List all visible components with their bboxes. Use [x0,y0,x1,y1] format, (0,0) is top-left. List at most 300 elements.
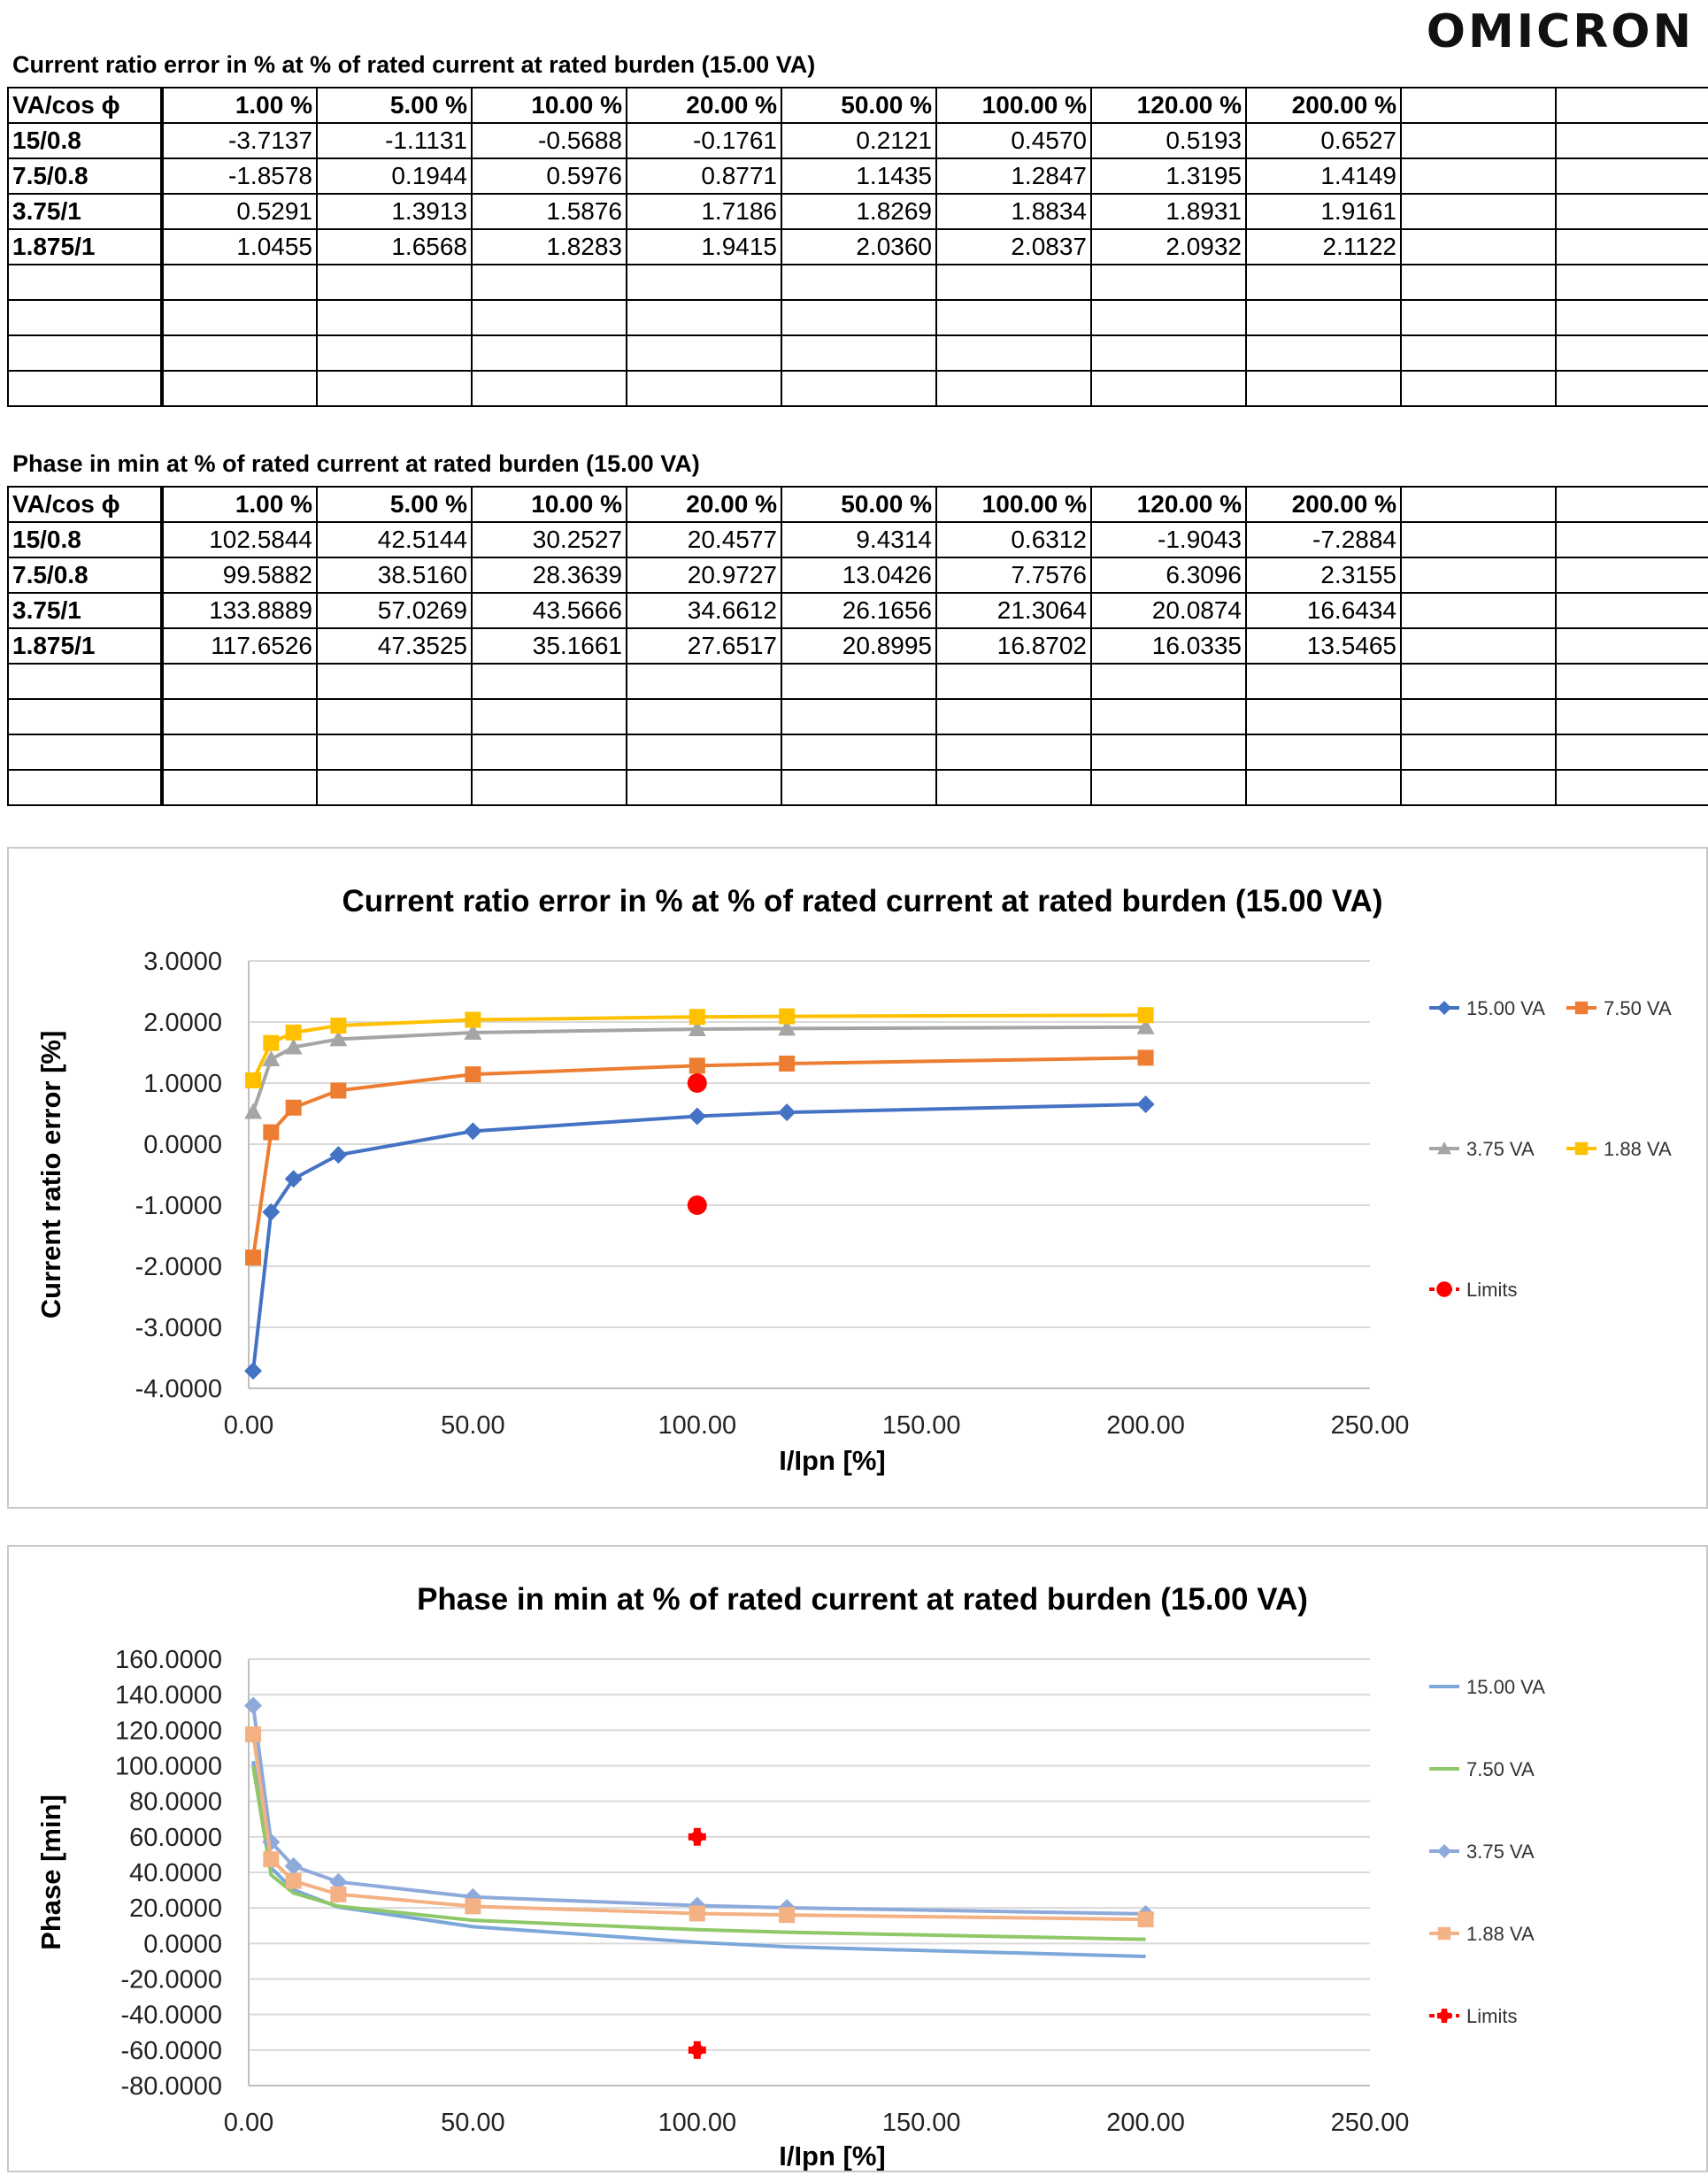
phase-chart [7,1545,1708,2172]
table-cell [472,699,627,734]
data-point [465,1066,481,1082]
data-point [244,1362,262,1380]
phase-chart-svg [9,1547,1706,2171]
ratio-error-table-title: Current ratio error in % at % of rated current at rated burden (15.00 VA) [12,51,816,78]
row-label [8,699,162,734]
data-point [689,1107,706,1125]
table-cell [162,770,317,805]
table-cell [317,699,472,734]
legend-label: 3.75 VA [1466,1841,1535,1863]
row-label [8,265,162,300]
y-tick-label: -40.0000 [120,2001,222,2030]
table-cell [317,664,472,699]
data-point [689,2041,706,2059]
legend-item [1566,997,1672,1019]
legend-label: 7.50 VA [1466,1758,1535,1780]
data-point [779,1056,795,1072]
table-cell [781,265,936,300]
data-point [464,1122,481,1140]
table-row [8,664,1708,699]
table-cell: 2.1122 [1246,229,1401,265]
column-header: 100.00 % [936,487,1091,522]
data-point [465,1012,481,1028]
x-tick-label: 150.00 [881,1411,961,1440]
table-cell [936,371,1091,406]
legend-label: 7.50 VA [1604,997,1672,1019]
table-cell: 7.7576 [936,557,1091,593]
empty-cell [1556,88,1708,123]
data-point [245,1072,261,1088]
table-cell: 6.3096 [1091,557,1246,593]
table-cell [472,770,627,805]
legend-label: Limits [1466,1279,1518,1301]
table-cell: 0.4570 [936,123,1091,158]
table-cell [317,300,472,335]
row-label [8,664,162,699]
legend-marker [1436,1281,1452,1297]
data-point [1138,1911,1154,1927]
table-cell: 1.1435 [781,158,936,194]
table-cell [162,664,317,699]
empty-cell [1556,300,1708,335]
table-cell: 1.8269 [781,194,936,229]
row-label: 3.75/1 [8,593,162,628]
table-cell: 20.9727 [627,557,781,593]
table-cell [472,265,627,300]
data-point [263,1035,279,1051]
table-row [8,557,1708,593]
data-point [465,1898,481,1914]
table-cell [1401,628,1556,664]
data-point [286,1873,302,1889]
table-cell [627,300,781,335]
row-label: 15/0.8 [8,123,162,158]
table-cell [1091,664,1246,699]
x-tick-label: 0.00 [223,1411,274,1440]
legend-label: Limits [1466,2005,1518,2027]
data-point [330,1082,346,1098]
y-tick-label: 0.0000 [143,1930,222,1959]
chart-title: Current ratio error in % at % of rated current at rated burden (15.00 VA) [342,884,1383,918]
table-cell: 102.5844 [162,522,317,557]
table-cell [936,699,1091,734]
row-label [8,300,162,335]
table-cell: 1.2847 [936,158,1091,194]
table-cell [627,664,781,699]
x-tick-label: 0.00 [223,2109,274,2137]
table-row [8,593,1708,628]
table-cell [1401,229,1556,265]
table-cell [1401,335,1556,371]
column-header: 1.00 % [162,487,317,522]
data-point [244,1103,262,1118]
column-header: 50.00 % [781,487,936,522]
y-tick-label: -2.0000 [135,1253,222,1281]
y-tick-label: -80.0000 [120,2072,222,2101]
row-label [8,371,162,406]
y-tick-label: 100.0000 [115,1752,222,1781]
table-cell: 133.8889 [162,593,317,628]
x-axis-title: I/Ipn [%] [779,1445,886,1476]
column-header: 5.00 % [317,487,472,522]
table-cell [627,371,781,406]
table-cell [1091,734,1246,770]
table-cell: 0.6527 [1246,123,1401,158]
table-cell [627,335,781,371]
table-cell [472,664,627,699]
table-cell: 0.6312 [936,522,1091,557]
legend-item [1429,1279,1517,1301]
y-axis-title: Phase [min] [35,1795,66,1950]
table-cell [1401,123,1556,158]
table-cell: 28.3639 [472,557,627,593]
table-row [8,628,1708,664]
table-cell [627,699,781,734]
table-cell: 0.5193 [1091,123,1246,158]
table-cell: 2.0360 [781,229,936,265]
y-tick-label: 120.0000 [115,1717,222,1746]
column-header: 5.00 % [317,88,472,123]
data-point [330,1018,346,1034]
omicron-logo: OMICRON [1426,5,1694,58]
column-header: 10.00 % [472,487,627,522]
empty-cell [1556,770,1708,805]
empty-cell [1556,699,1708,734]
legend-item [1429,997,1545,1019]
table-cell [317,371,472,406]
table-cell [1401,593,1556,628]
data-point [688,1195,707,1215]
table-cell [1246,371,1401,406]
row-label [8,335,162,371]
x-tick-label: 200.00 [1106,1411,1185,1440]
column-header: 200.00 % [1246,487,1401,522]
y-axis-title: Current ratio error [%] [35,1030,66,1319]
table-cell: 1.6568 [317,229,472,265]
legend-label: 3.75 VA [1466,1138,1535,1160]
table-cell [1246,335,1401,371]
data-point [689,1828,706,1846]
table-cell: 26.1656 [781,593,936,628]
table-cell: 20.0874 [1091,593,1246,628]
table-row [8,194,1708,229]
legend-label: 15.00 VA [1466,997,1545,1019]
table-cell: 0.2121 [781,123,936,158]
table-row [8,699,1708,734]
empty-cell [1556,593,1708,628]
table-cell [162,371,317,406]
table-cell [1401,664,1556,699]
table-cell: 0.1944 [317,158,472,194]
table-cell [1401,557,1556,593]
chart-title: Phase in min at % of rated current at rated burden (15.00 VA) [417,1582,1308,1617]
table-cell [627,265,781,300]
row-label: 1.875/1 [8,628,162,664]
column-header: 10.00 % [472,88,627,123]
table-cell [1246,770,1401,805]
legend-item [1429,1923,1535,1945]
empty-cell [1556,158,1708,194]
table-cell [1246,664,1401,699]
table-cell [781,699,936,734]
row-label [8,734,162,770]
y-tick-label: 140.0000 [115,1681,222,1710]
series-15-00-va [244,1095,1155,1380]
empty-cell [1556,265,1708,300]
ratio-error-chart [7,847,1708,1509]
table-cell [162,734,317,770]
x-tick-label: 100.00 [658,2109,737,2137]
data-point [778,1103,796,1121]
data-point [245,1726,261,1742]
table-cell [472,371,627,406]
table-cell [317,265,472,300]
x-tick-label: 250.00 [1330,1411,1410,1440]
data-point [329,1146,347,1164]
table-row [8,770,1708,805]
column-header: 120.00 % [1091,487,1246,522]
column-header [1401,487,1556,522]
table-cell: 47.3525 [317,628,472,664]
legend-marker [1575,1002,1588,1014]
table-cell [1401,770,1556,805]
table-cell [1246,300,1401,335]
table-cell [1091,335,1246,371]
table-cell: 2.0837 [936,229,1091,265]
table-cell [1246,699,1401,734]
y-tick-label: -60.0000 [120,2036,222,2065]
table-cell [627,734,781,770]
empty-cell [1556,487,1708,522]
empty-cell [1556,229,1708,265]
table-cell [162,335,317,371]
empty-cell [1556,557,1708,593]
data-point [689,1057,705,1073]
legend-item [1429,1841,1535,1863]
data-point [245,1249,261,1265]
table-cell [317,770,472,805]
table-row [8,229,1708,265]
table-cell [317,734,472,770]
table-cell [1091,265,1246,300]
table-cell: 99.5882 [162,557,317,593]
table-cell [162,699,317,734]
empty-cell [1556,371,1708,406]
table-row [8,265,1708,300]
legend-marker [1575,1142,1588,1155]
table-cell [1091,371,1246,406]
table-cell [1091,300,1246,335]
y-tick-label: 3.0000 [143,948,222,976]
empty-cell [1556,664,1708,699]
legend-marker [1437,1001,1451,1015]
table-cell: 16.6434 [1246,593,1401,628]
table-cell [936,734,1091,770]
y-tick-label: 1.0000 [143,1070,222,1098]
x-axis-title: I/Ipn [%] [779,2140,886,2171]
table-cell [1091,770,1246,805]
column-header: 20.00 % [627,487,781,522]
series-line [253,1705,1146,1913]
table-cell: 117.6526 [162,628,317,664]
series-line [253,1734,1146,1919]
table-cell: 57.0269 [317,593,472,628]
column-header: 20.00 % [627,88,781,123]
x-tick-label: 50.00 [441,1411,505,1440]
table-cell [936,265,1091,300]
y-tick-label: -1.0000 [135,1192,222,1220]
table-row [8,734,1708,770]
table-cell: 16.8702 [936,628,1091,664]
data-point [330,1887,346,1902]
table-cell: 1.5876 [472,194,627,229]
table-cell [1401,300,1556,335]
table-row [8,300,1708,335]
table-row [8,522,1708,557]
table-cell: -7.2884 [1246,522,1401,557]
table-cell: 13.5465 [1246,628,1401,664]
table-cell [1401,734,1556,770]
empty-cell [1556,734,1708,770]
table-cell [781,770,936,805]
table-cell [1401,371,1556,406]
column-header-label: VA/cos ϕ [8,88,162,123]
legend-marker [1438,1927,1450,1940]
x-tick-label: 100.00 [658,1411,737,1440]
phase-table-title: Phase in min at % of rated current at rated burden (15.00 VA) [12,450,700,477]
y-tick-label: 80.0000 [129,1787,222,1817]
x-tick-label: 200.00 [1106,2109,1185,2137]
table-cell [936,335,1091,371]
table-cell [936,300,1091,335]
table-cell: 16.0335 [1091,628,1246,664]
table-cell: 43.5666 [472,593,627,628]
table-cell: 1.7186 [627,194,781,229]
table-cell [781,300,936,335]
table-cell: 30.2527 [472,522,627,557]
table-cell: 0.5291 [162,194,317,229]
legend-item [1566,1138,1672,1160]
row-label: 7.5/0.8 [8,557,162,593]
empty-cell [1556,335,1708,371]
table-cell: 1.9415 [627,229,781,265]
table-cell: 21.3064 [936,593,1091,628]
table-cell: 0.8771 [627,158,781,194]
table-cell [1401,265,1556,300]
y-tick-label: 160.0000 [115,1646,222,1674]
table-header-row [8,487,1708,522]
table-cell [627,770,781,805]
y-tick-label: 40.0000 [129,1859,222,1887]
table-cell: -1.9043 [1091,522,1246,557]
table-cell [317,335,472,371]
table-cell [472,300,627,335]
table-cell: 20.8995 [781,628,936,664]
data-point [779,1009,795,1025]
table-cell: 1.4149 [1246,158,1401,194]
table-cell [781,664,936,699]
table-cell: 34.6612 [627,593,781,628]
legend-label: 1.88 VA [1604,1138,1672,1160]
ratio-error-table [7,87,1708,407]
empty-cell [1556,628,1708,664]
data-point [286,1025,302,1041]
empty-cell [1556,123,1708,158]
column-header-label: VA/cos ϕ [8,487,162,522]
table-row [8,158,1708,194]
column-header [1401,88,1556,123]
table-cell [472,335,627,371]
table-cell: 13.0426 [781,557,936,593]
table-cell [472,734,627,770]
table-cell [781,371,936,406]
table-row [8,335,1708,371]
table-cell: 2.0932 [1091,229,1246,265]
series-15-00-va [253,1761,1146,1956]
y-tick-label: -20.0000 [120,1965,222,1994]
table-cell: 1.9161 [1246,194,1401,229]
column-header: 200.00 % [1246,88,1401,123]
table-cell [1401,194,1556,229]
column-header: 120.00 % [1091,88,1246,123]
data-point [689,1009,705,1025]
column-header: 100.00 % [936,88,1091,123]
y-tick-label: -4.0000 [135,1375,222,1403]
table-row [8,123,1708,158]
table-row [8,371,1708,406]
table-cell: 20.4577 [627,522,781,557]
y-tick-label: 60.0000 [129,1823,222,1852]
y-tick-label: 20.0000 [129,1894,222,1924]
y-tick-label: 0.0000 [143,1131,222,1159]
data-point [244,1696,262,1714]
series-1-88-va [245,1726,1154,1927]
table-cell: 1.0455 [162,229,317,265]
table-cell [162,265,317,300]
table-cell [1401,158,1556,194]
row-label [8,770,162,805]
data-point [263,1851,279,1867]
table-cell: 42.5144 [317,522,472,557]
table-cell: 9.4314 [781,522,936,557]
table-cell: 27.6517 [627,628,781,664]
data-point [689,1905,705,1921]
table-cell [162,300,317,335]
data-point [1138,1049,1154,1065]
legend-marker [1437,2009,1451,2023]
legend-label: 15.00 VA [1466,1676,1545,1698]
empty-cell [1556,522,1708,557]
table-cell [781,734,936,770]
legend-item [1429,1676,1545,1698]
data-point [688,1073,707,1093]
table-cell: -0.5688 [472,123,627,158]
table-cell [1401,699,1556,734]
data-point [779,1907,795,1923]
table-cell [936,664,1091,699]
table-cell: 1.3913 [317,194,472,229]
row-label: 7.5/0.8 [8,158,162,194]
x-tick-label: 250.00 [1330,2109,1410,2137]
legend-item [1429,2005,1517,2027]
table-cell: -1.1131 [317,123,472,158]
table-cell [1091,699,1246,734]
empty-cell [1556,194,1708,229]
table-cell: 35.1661 [472,628,627,664]
table-cell [1246,734,1401,770]
table-cell: 38.5160 [317,557,472,593]
row-label: 3.75/1 [8,194,162,229]
